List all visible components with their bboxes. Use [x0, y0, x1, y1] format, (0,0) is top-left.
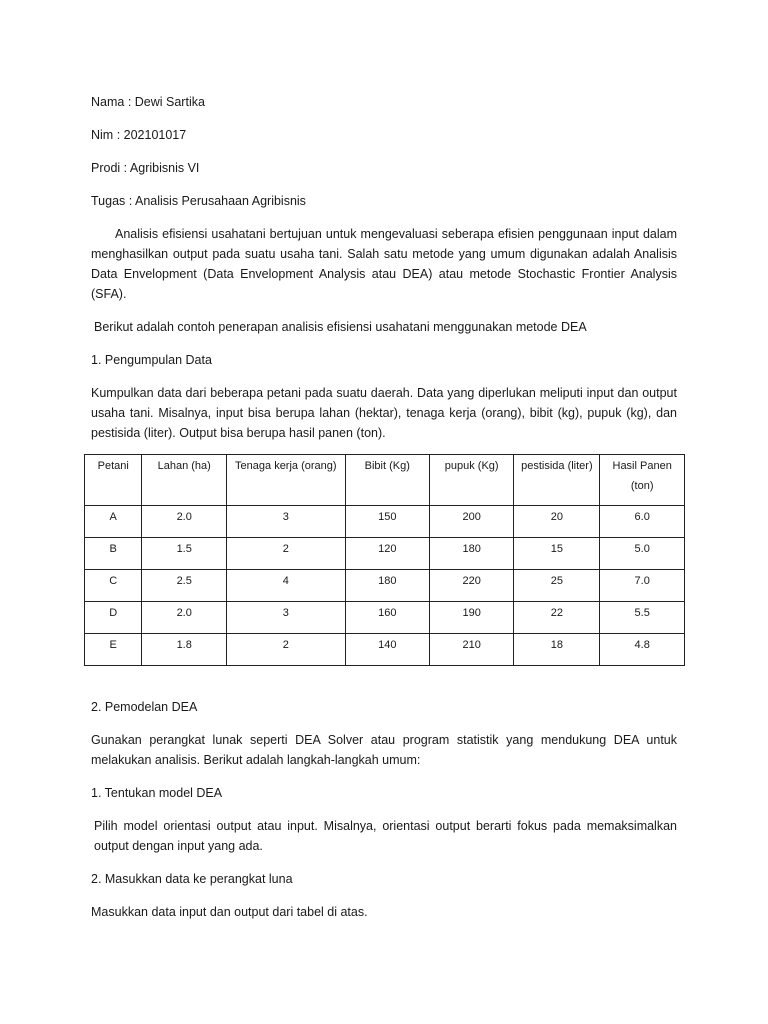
student-name: Nama : Dewi Sartika — [91, 95, 205, 109]
table-header-cell: Tenaga kerja (orang) — [226, 455, 345, 506]
table-cell: 180 — [429, 538, 514, 570]
table-header-cell: pupuk (Kg) — [429, 455, 514, 506]
table-row — [85, 570, 685, 602]
table-cell: 150 — [345, 506, 429, 538]
table-cell: D — [85, 602, 142, 634]
table-cell: 140 — [345, 634, 429, 666]
table-cell: 2 — [226, 538, 345, 570]
table-cell: B — [85, 538, 142, 570]
intro-paragraph: Analisis efisiensi usahatani bertujuan untuk mengevaluasi seberapa efisien penggunaan input dalam menghasilkan output pada suatu usaha tani. Salah satu metode yang umum digunakan adalah Analisis Data Envelopment (Data Envelopment Analysis atau DEA) atau metode Stochastic Frontier Analysis (SFA). — [91, 227, 677, 301]
table-cell: 180 — [345, 570, 429, 602]
table-cell: 1.8 — [142, 634, 227, 666]
table-header-row — [85, 455, 685, 506]
table-cell: 5.0 — [600, 538, 685, 570]
table-cell: 18 — [514, 634, 600, 666]
step-1-text: Pilih model orientasi output atau input. Misalnya, orientasi output berarti fokus pada memaksimalkan output dengan input yang ada. — [94, 819, 677, 853]
table-cell: 4 — [226, 570, 345, 602]
table-row — [85, 602, 685, 634]
step-2-text: Masukkan data input dan output dari tabel di atas. — [91, 905, 368, 919]
table-cell: 200 — [429, 506, 514, 538]
student-nim: Nim : 202101017 — [91, 128, 187, 142]
table-row — [85, 634, 685, 666]
table-cell: 2.5 — [142, 570, 227, 602]
table-cell: 4.8 — [600, 634, 685, 666]
example-intro: Berikut adalah contoh penerapan analisis efisiensi usahatani menggunakan metode DEA — [94, 320, 587, 334]
table-cell: A — [85, 506, 142, 538]
table-row — [85, 538, 685, 570]
step-1-heading: 1. Tentukan model DEA — [91, 786, 223, 800]
table-cell: 20 — [514, 506, 600, 538]
table-cell: 190 — [429, 602, 514, 634]
table-cell: 5.5 — [600, 602, 685, 634]
table-cell: 2 — [226, 634, 345, 666]
table-header-cell: Lahan (ha) — [142, 455, 227, 506]
table-cell: 3 — [226, 602, 345, 634]
step-2-heading: 2. Masukkan data ke perangkat luna — [91, 872, 293, 886]
table-header-cell: pestisida (liter) — [514, 455, 600, 506]
table-cell: 1.5 — [142, 538, 227, 570]
section-2-heading: 2. Pemodelan DEA — [91, 700, 198, 714]
table-cell: 2.0 — [142, 506, 227, 538]
student-prodi: Prodi : Agribisnis VI — [91, 161, 200, 175]
table-cell: 120 — [345, 538, 429, 570]
assignment-title: Tugas : Analisis Perusahaan Agribisnis — [91, 194, 306, 208]
table-cell: 25 — [514, 570, 600, 602]
table-cell: C — [85, 570, 142, 602]
table-cell: E — [85, 634, 142, 666]
section-2-paragraph: Gunakan perangkat lunak seperti DEA Solver atau program statistik yang mendukung DEA untuk melakukan analisis. Berikut adalah langkah-langkah umum: — [91, 733, 677, 767]
farmer-data-table — [84, 454, 685, 666]
document-body — [91, 92, 677, 456]
table-cell: 3 — [226, 506, 345, 538]
table-header-cell: Petani — [85, 455, 142, 506]
table-cell: 15 — [514, 538, 600, 570]
table-header-cell: Bibit (Kg) — [345, 455, 429, 506]
document-body-continued — [91, 697, 677, 935]
table-cell: 7.0 — [600, 570, 685, 602]
table-cell: 210 — [429, 634, 514, 666]
table-row — [85, 506, 685, 538]
table-cell: 6.0 — [600, 506, 685, 538]
table-cell: 160 — [345, 602, 429, 634]
table-cell: 2.0 — [142, 602, 227, 634]
table-cell: 220 — [429, 570, 514, 602]
table-header-cell: Hasil Panen (ton) — [600, 455, 685, 506]
section-1-heading: 1. Pengumpulan Data — [91, 353, 212, 367]
section-1-paragraph: Kumpulkan data dari beberapa petani pada suatu daerah. Data yang diperlukan meliputi input dan output usaha tani. Misalnya, input bisa berupa lahan (hektar), tenaga kerja (orang), bibit (kg), pupuk (kg), dan pestisida (liter). Output bisa berupa hasil panen (ton). — [91, 386, 677, 440]
table-cell: 22 — [514, 602, 600, 634]
